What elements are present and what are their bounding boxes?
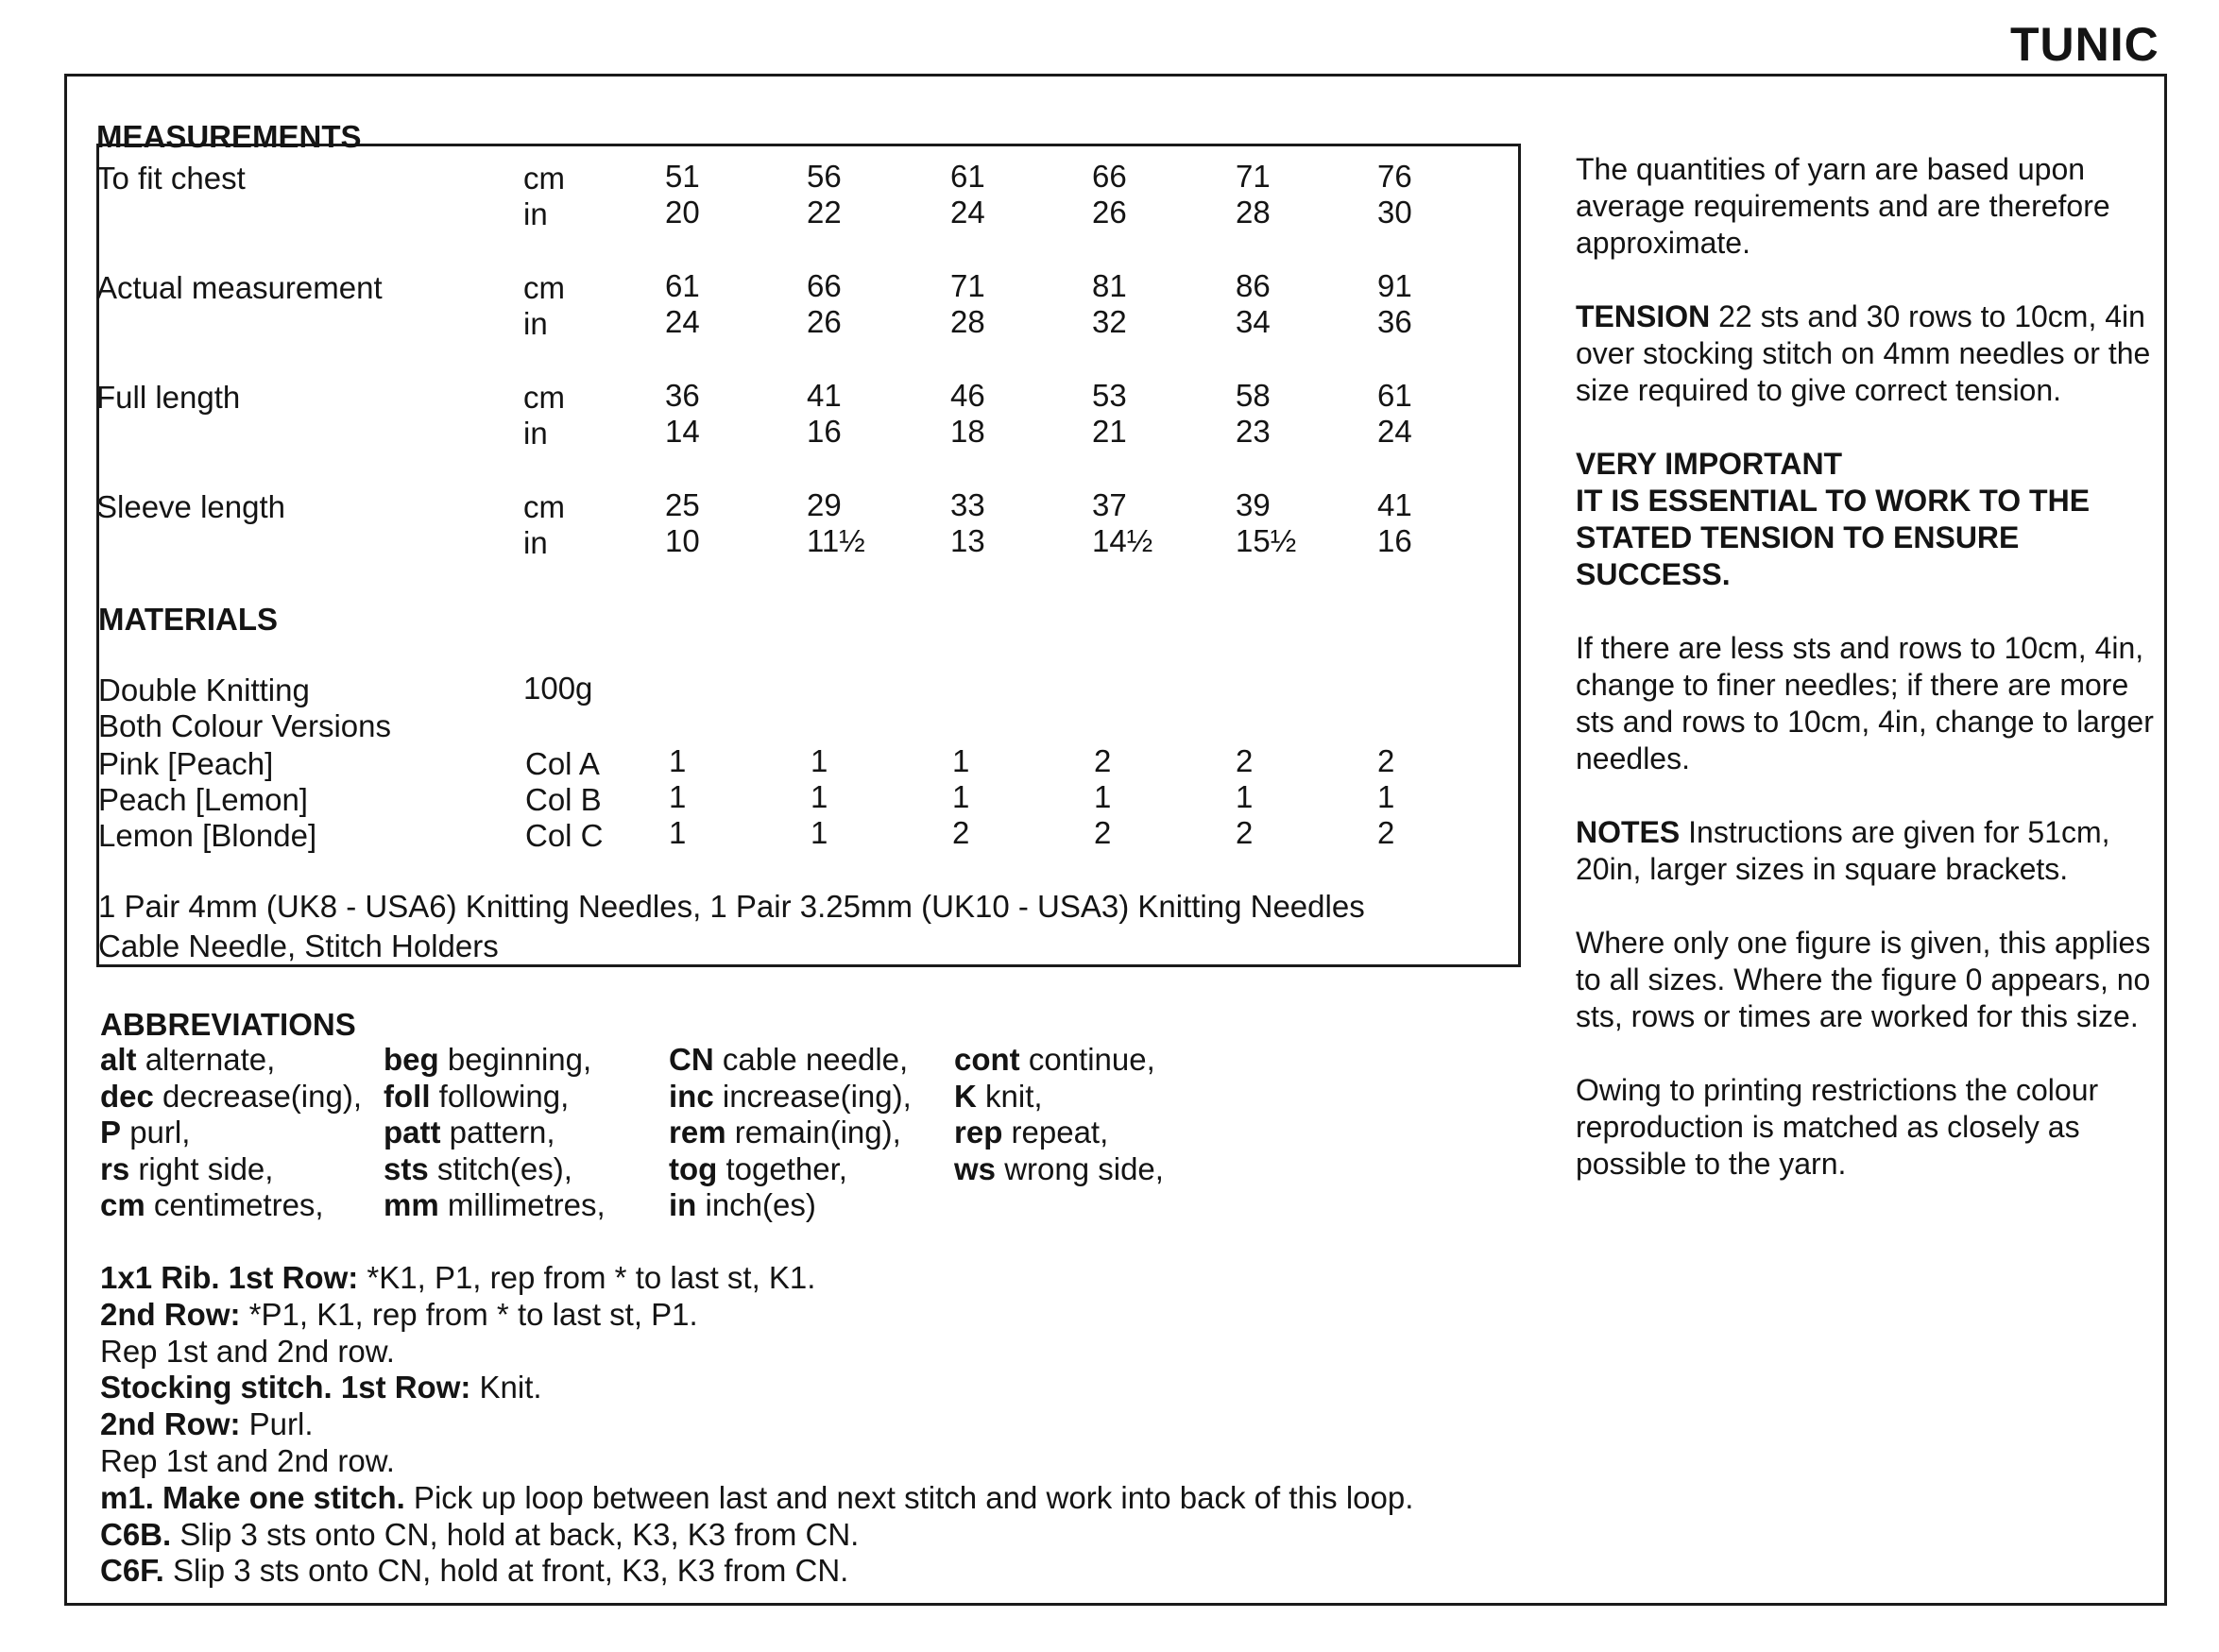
abbreviation-term: beg <box>384 1042 439 1077</box>
stitch-text: Rep 1st and 2nd row. <box>100 1443 395 1478</box>
colour-qty: 2 <box>1236 815 1254 850</box>
notes-paragraph <box>1576 814 2161 888</box>
abbreviation-meaning: repeat, <box>1011 1115 1109 1150</box>
colour-qty: 1 <box>669 743 687 778</box>
colour-qty: 2 <box>1094 743 1112 778</box>
measurement-cell-cm: 33 <box>950 487 985 522</box>
measurement-cell-in: 16 <box>807 414 842 449</box>
yarn-type: Double Knitting <box>98 673 310 707</box>
tension-text: 22 sts and 30 rows to 10cm, 4in over stocking stitch on 4mm needles or the size required to give correct tension. <box>1576 299 2151 407</box>
colour-name: Lemon [Blonde] <box>98 818 317 853</box>
colour-qty: 1 <box>952 779 970 814</box>
colour-qty: 2 <box>1236 743 1254 778</box>
measurement-cell-cm: 58 <box>1236 378 1271 413</box>
stitch-text: *P1, K1, rep from * to last st, P1. <box>240 1296 698 1332</box>
materials-heading: MATERIALS <box>98 602 279 637</box>
measurement-cell-cm: 76 <box>1377 159 1412 194</box>
measurement-cell-in: 23 <box>1236 414 1271 449</box>
stitch-line <box>100 1443 395 1479</box>
unit-in: in <box>523 416 548 451</box>
stitch-text: Rep 1st and 2nd row. <box>100 1333 395 1369</box>
measurement-cell-in: 21 <box>1092 414 1127 449</box>
unit-cm: cm <box>523 161 565 196</box>
stitch-line <box>100 1260 815 1296</box>
measurement-cell-in: 32 <box>1092 304 1127 339</box>
measurement-cell-in: 18 <box>950 414 985 449</box>
essential-note: IT IS ESSENTIAL TO WORK TO THE STATED TENSION TO ENSURE SUCCESS. <box>1576 484 2091 591</box>
measurement-cell-in: 26 <box>807 304 842 339</box>
abbreviation-term: alt <box>100 1042 137 1077</box>
measurement-cell-in: 28 <box>950 304 985 339</box>
measurement-label: Sleeve length <box>96 489 285 524</box>
measurement-cell-in: 20 <box>665 195 700 230</box>
measurement-cell-cm: 51 <box>665 159 700 194</box>
measurement-cell-cm: 86 <box>1236 268 1271 303</box>
colour-versions: Both Colour Versions <box>98 708 392 743</box>
abbreviation-term: mm <box>384 1187 439 1222</box>
abbreviation-meaning: wrong side, <box>1004 1150 1164 1186</box>
stitch-name: Stocking stitch. 1st Row: <box>100 1370 471 1405</box>
abbreviation-term: in <box>669 1187 697 1222</box>
notes-text: Instructions are given for 51cm, 20in, larger sizes in square brackets. <box>1576 815 2110 886</box>
abbreviation-term: ws <box>954 1150 997 1186</box>
measurement-cell-cm: 61 <box>665 268 700 303</box>
measurement-cell-in: 22 <box>807 195 842 230</box>
measurement-cell-cm: 36 <box>665 378 700 413</box>
colour-qty: 1 <box>952 743 970 778</box>
measurement-label: To fit chest <box>96 161 246 196</box>
unit-in: in <box>523 196 548 231</box>
abbreviation-meaning: right side, <box>138 1150 274 1186</box>
one-figure-note: Where only one figure is given, this applies to all sizes. Where the figure 0 appears, no sts, rows or times are worked for this size. <box>1576 926 2151 1033</box>
abbreviation-term: cm <box>100 1187 145 1222</box>
extras-text: Cable Needle, Stitch Holders <box>98 928 499 963</box>
measurement-cell-in: 24 <box>1377 414 1412 449</box>
measurement-cell-in: 13 <box>950 523 985 558</box>
abbreviation-meaning: inch(es) <box>705 1187 816 1222</box>
stitch-text: Slip 3 sts onto CN, hold at front, K3, K3 from CN. <box>163 1553 849 1589</box>
measurement-cell-in: 11½ <box>807 523 865 558</box>
colour-qty: 2 <box>1094 815 1112 850</box>
tension-label: TENSION <box>1576 299 1711 333</box>
measurement-cell-cm: 41 <box>1377 487 1412 522</box>
stitch-name: 2nd Row: <box>100 1406 241 1442</box>
colour-qty: 1 <box>669 815 687 850</box>
abbreviation-term: rs <box>100 1150 130 1186</box>
abbreviation-item <box>100 1115 190 1150</box>
measurement-cell-in: 24 <box>950 195 985 230</box>
abbreviation-meaning: stitch(es), <box>436 1150 572 1186</box>
unit-in: in <box>523 525 548 560</box>
abbreviation-meaning: millimetres, <box>447 1187 606 1222</box>
abbreviation-meaning: decrease(ing), <box>162 1078 362 1114</box>
stitch-line <box>100 1517 859 1553</box>
colour-qty: 1 <box>1094 779 1112 814</box>
measurement-cell-cm: 37 <box>1092 487 1127 522</box>
abbreviation-item <box>384 1151 572 1187</box>
abbreviation-item <box>954 1042 1155 1078</box>
notes-label: NOTES <box>1576 815 1681 849</box>
abbreviation-item <box>384 1079 569 1115</box>
abbreviation-term: patt <box>384 1115 441 1150</box>
colour-qty: 1 <box>811 743 828 778</box>
stitch-name: 2nd Row: <box>100 1296 241 1332</box>
printing-note: Owing to printing restrictions the colour reproduction is matched as closely as possible to the yarn. <box>1576 1073 2099 1181</box>
stitch-name: C6B. <box>100 1516 172 1552</box>
measurement-cell-cm: 91 <box>1377 268 1412 303</box>
abbreviation-meaning: knit, <box>985 1078 1043 1114</box>
abbreviation-item <box>100 1151 273 1187</box>
abbreviation-item <box>954 1115 1108 1150</box>
measurement-cell-cm: 66 <box>1092 159 1127 194</box>
abbreviation-item <box>100 1187 324 1223</box>
stitch-line <box>100 1370 542 1405</box>
abbreviation-item <box>384 1042 591 1078</box>
measurement-cell-cm: 39 <box>1236 487 1271 522</box>
colour-code: Col C <box>525 818 604 853</box>
quantities-note: The quantities of yarn are based upon average requirements and are therefore approximate. <box>1576 152 2110 260</box>
colour-qty: 2 <box>952 815 970 850</box>
measurement-cell-in: 28 <box>1236 195 1271 230</box>
abbreviation-term: rep <box>954 1115 1003 1150</box>
colour-qty: 2 <box>1377 743 1395 778</box>
stitch-line <box>100 1334 395 1370</box>
abbreviations-heading: ABBREVIATIONS <box>100 1007 356 1042</box>
right-notes <box>1576 151 2161 1183</box>
colour-qty: 1 <box>1236 779 1254 814</box>
colour-qty: 1 <box>669 779 687 814</box>
colour-code: Col B <box>525 782 602 817</box>
colour-name: Pink [Peach] <box>98 746 274 781</box>
very-important-heading: VERY IMPORTANT <box>1576 447 1843 481</box>
measurement-cell-in: 10 <box>665 523 700 558</box>
abbreviation-item <box>954 1079 1043 1115</box>
measurement-cell-in: 34 <box>1236 304 1271 339</box>
abbreviation-term: inc <box>669 1078 714 1114</box>
measurement-cell-in: 14½ <box>1092 523 1153 558</box>
colour-qty: 1 <box>811 815 828 850</box>
unit-cm: cm <box>523 489 565 524</box>
measurement-cell-in: 24 <box>665 304 700 339</box>
abbreviation-item <box>384 1115 555 1150</box>
measurement-cell-in: 16 <box>1377 523 1412 558</box>
abbreviation-term: dec <box>100 1078 154 1114</box>
abbreviation-term: K <box>954 1078 977 1114</box>
unit-cm: cm <box>523 380 565 415</box>
abbreviation-meaning: pattern, <box>449 1115 555 1150</box>
stitch-name: 1x1 Rib. 1st Row: <box>100 1260 359 1295</box>
measurement-cell-cm: 61 <box>1377 378 1412 413</box>
abbreviation-meaning: purl, <box>129 1115 191 1150</box>
abbreviation-meaning: centimetres, <box>153 1187 324 1222</box>
abbreviation-term: cont <box>954 1042 1020 1077</box>
needles-text: 1 Pair 4mm (UK8 - USA6) Knitting Needles, 1 Pair 3.25mm (UK10 - USA3) Knitting Needles <box>98 889 1365 924</box>
colour-qty: 1 <box>811 779 828 814</box>
colour-qty: 2 <box>1377 815 1395 850</box>
measurement-cell-cm: 41 <box>807 378 842 413</box>
measurement-cell-in: 14 <box>665 414 700 449</box>
measurement-cell-cm: 25 <box>665 487 700 522</box>
yarn-weight: 100g <box>523 671 593 706</box>
colour-name: Peach [Lemon] <box>98 782 308 817</box>
abbreviation-term: foll <box>384 1078 431 1114</box>
measurement-label: Actual measurement <box>96 270 383 305</box>
measurement-label: Full length <box>96 380 241 415</box>
abbreviation-meaning: remain(ing), <box>734 1115 901 1150</box>
abbreviation-item <box>384 1187 606 1223</box>
measurement-cell-in: 36 <box>1377 304 1412 339</box>
colour-code: Col A <box>525 746 600 781</box>
stitch-name: C6F. <box>100 1553 164 1589</box>
abbreviation-item <box>100 1079 362 1115</box>
abbreviation-item <box>954 1151 1164 1187</box>
page-title: TUNIC <box>2010 18 2159 71</box>
measurement-cell-cm: 56 <box>807 159 842 194</box>
abbreviation-term: sts <box>384 1150 429 1186</box>
stitch-line <box>100 1297 698 1333</box>
abbreviation-item <box>669 1187 816 1223</box>
abbreviation-meaning: beginning, <box>447 1042 592 1077</box>
abbreviation-item <box>669 1042 908 1078</box>
measurement-cell-cm: 71 <box>1236 159 1271 194</box>
stitch-name: m1. Make one stitch. <box>100 1479 405 1515</box>
abbreviation-term: P <box>100 1115 122 1150</box>
measurement-cell-cm: 61 <box>950 159 985 194</box>
measurement-cell-in: 26 <box>1092 195 1127 230</box>
stitch-text: Slip 3 sts onto CN, hold at back, K3, K3 from CN. <box>171 1516 860 1552</box>
stitch-line <box>100 1406 314 1442</box>
abbreviation-term: rem <box>669 1115 726 1150</box>
abbreviation-meaning: alternate, <box>145 1042 276 1077</box>
measurement-cell-cm: 81 <box>1092 268 1127 303</box>
abbreviation-term: tog <box>669 1150 718 1186</box>
measurement-cell-cm: 71 <box>950 268 985 303</box>
stitch-text: *K1, P1, rep from * to last st, K1. <box>358 1260 816 1295</box>
measurements-heading: MEASUREMENTS <box>96 119 362 154</box>
measurement-cell-in: 30 <box>1377 195 1412 230</box>
measurement-cell-cm: 53 <box>1092 378 1127 413</box>
measurement-cell-cm: 29 <box>807 487 842 522</box>
stitch-text: Pick up loop between last and next stitch and work into back of this loop. <box>404 1479 1414 1515</box>
abbreviation-item <box>100 1042 275 1078</box>
abbreviation-item <box>669 1151 847 1187</box>
unit-in: in <box>523 306 548 341</box>
measurement-cell-cm: 66 <box>807 268 842 303</box>
abbreviation-meaning: increase(ing), <box>722 1078 912 1114</box>
measurement-cell-cm: 46 <box>950 378 985 413</box>
abbreviation-meaning: cable needle, <box>722 1042 909 1077</box>
abbreviation-meaning: continue, <box>1028 1042 1155 1077</box>
unit-cm: cm <box>523 270 565 305</box>
tension-note <box>1576 298 2161 409</box>
needle-size-note: If there are less sts and rows to 10cm, 4in, change to finer needles; if there are more sts and rows to 10cm, 4in, change to larger needles. <box>1576 631 2154 775</box>
stitch-text: Knit. <box>470 1370 542 1405</box>
colour-qty: 1 <box>1377 779 1395 814</box>
abbreviation-term: CN <box>669 1042 714 1077</box>
measurement-cell-in: 15½ <box>1236 523 1297 558</box>
stitch-line <box>100 1480 1413 1516</box>
stitch-text: Purl. <box>240 1406 314 1442</box>
abbreviation-meaning: following, <box>438 1078 570 1114</box>
abbreviation-meaning: together, <box>725 1150 847 1186</box>
abbreviation-item <box>669 1079 912 1115</box>
stitch-line <box>100 1553 848 1589</box>
abbreviation-item <box>669 1115 901 1150</box>
